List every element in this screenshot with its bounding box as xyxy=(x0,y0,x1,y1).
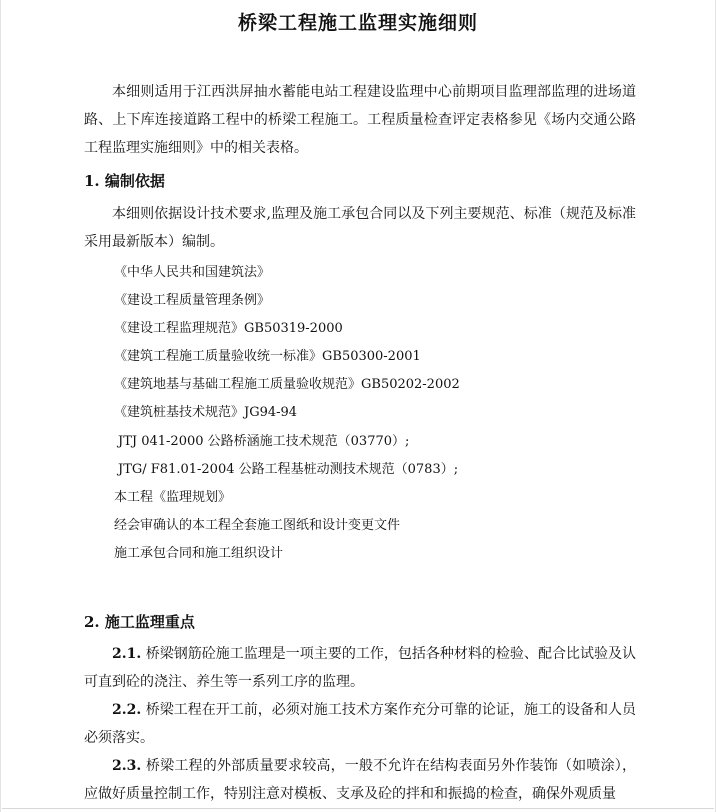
item-text: 桥梁工程在开工前，必须对施工技术方案作充分可靠的论证，施工的设备和人员必须落实。 xyxy=(84,702,637,746)
item-number: 2.3. xyxy=(112,758,142,774)
section-2-heading: 2. 施工监理重点 xyxy=(84,613,195,631)
section-1-paragraph: 本细则依据设计技术要求,监理及施工承包合同以及下列主要规范、标准（规范及标准采用最新版本）编制。 xyxy=(84,206,636,250)
reference-item: 《中华人民共和国建筑法》 xyxy=(114,265,271,280)
item-number: 2.2. xyxy=(112,702,142,718)
reference-item: 本工程《监理规划》 xyxy=(114,490,232,505)
page-bottom-rule xyxy=(2,808,714,809)
reference-item: 《建筑桩基技术规范》JG94-94 xyxy=(114,405,298,420)
reference-item: 《建筑地基与基础工程施工质量验收规范》GB50202-2002 xyxy=(114,377,460,392)
item-text: 桥梁工程的外部质量要求较高，一般不允许在结构表面另外作装饰（如喷涂），应做好质量控制工作，特别注意对模板、支承及砼的拌和和振捣的检查，确保外观质量 xyxy=(84,758,637,802)
reference-item: JTG/ F81.01-2004 公路工程基桩动测技术规范（0783）; xyxy=(118,462,459,477)
section-2-item xyxy=(84,696,636,752)
reference-item: 《建设工程监理规范》GB50319-2000 xyxy=(114,321,343,336)
section-1-heading: 1. 编制依据 xyxy=(84,172,165,190)
item-text: 桥梁钢筋砼施工监理是一项主要的工作，包括各种材料的检验、配合比试验及认可直到砼的浇注、养生等一系列工序的监理。 xyxy=(84,646,637,690)
reference-item: 施工承包合同和施工组织设计 xyxy=(114,546,284,561)
page-edge-left xyxy=(0,0,1,812)
item-number: 2.1. xyxy=(112,646,142,662)
document-title: 桥梁工程施工监理实施细则 xyxy=(237,12,478,34)
reference-item: JTJ 041-2000 公路桥涵施工技术规范（03770）; xyxy=(118,434,410,449)
section-2-item xyxy=(84,752,636,808)
intro-paragraph: 本细则适用于江西洪屏抽水蓄能电站工程建设监理中心前期项目监理部监理的进场道路、上下库连接道路工程中的桥梁工程施工。工程质量检查评定表格参见《场内交通公路工程监理实施细则》中的相关表格。 xyxy=(84,84,636,156)
section-2-item xyxy=(84,640,636,696)
reference-item: 《建筑工程施工质量验收统一标准》GB50300-2001 xyxy=(114,349,421,364)
reference-item: 《建设工程质量管理条例》 xyxy=(114,293,271,308)
reference-item: 经会审确认的本工程全套施工图纸和设计变更文件 xyxy=(114,518,401,533)
